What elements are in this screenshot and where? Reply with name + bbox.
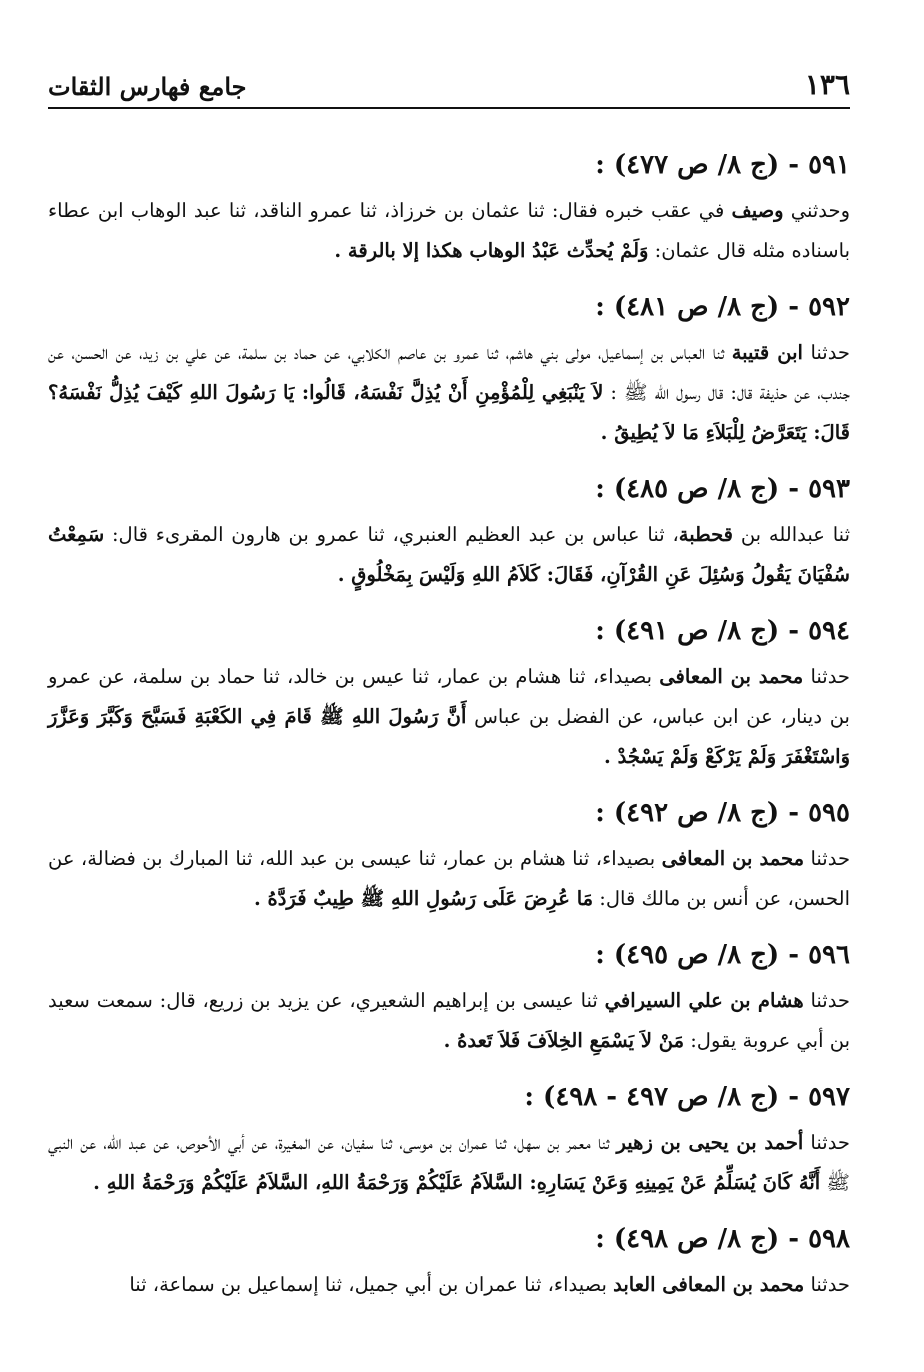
entry-heading: ٥٩١ - (ج ٨/ ص ٤٧٧) :	[595, 150, 850, 180]
text-segment: ثنا العباس بن إسماعيل، مولى بني هاشم، ثنا عمرو بن عاصم الكلابي، عن حماد بن سلمة، عن علي بن زيد، عن الحسن، عن جندب، عن حذيفة قال: قال رسول الله ﷺ :	[48, 341, 851, 404]
text-segment: ثنا معمر بن سهل، ثنا عمران بن موسى، ثنا سفيان، عن المغيرة، عن أبي الأحوص، عن عبد الله، عن النبي ﷺ	[48, 1131, 850, 1194]
entries-list	[48, 145, 850, 1305]
text-segment: ثنا عبدالله بن	[733, 523, 850, 546]
entry-text	[48, 981, 850, 1061]
text-segment: بصيداء، ثنا هشام بن عمار، ثنا عيسى بن عبد الله، ثنا المبارك بن فضالة، عن الحسن، عن أنس بن مالك قال:	[48, 847, 850, 910]
entry-text	[48, 191, 850, 271]
entry-text	[48, 333, 850, 453]
entry-text	[48, 839, 850, 919]
quoted-text: سَمِعْتُ سُفْيَانَ يَقُولُ وَسُئِلَ عَنِ القُرْآنِ، فَقَالَ: كَلاَمُ اللهِ وَلَيْسَ بِمَخْلُوقٍ .	[48, 523, 850, 586]
page-header	[48, 68, 850, 109]
narrator-name: أحمد بن يحيى بن زهير	[616, 1131, 804, 1154]
text-segment: وحدثني	[783, 199, 850, 222]
text-segment: بصيداء، ثنا عمران بن أبي جميل، ثنا إسماعيل بن سماعة، ثنا	[129, 1273, 614, 1296]
text-segment: في عقب خبره فقال: ثنا عثمان بن خرزاذ، ثنا عمرو الناقد، ثنا عبد الوهاب ابن عطاء باسناده مثله قال عثمان:	[48, 199, 850, 262]
entry	[48, 469, 850, 595]
quoted-text: لاَ يَنْبَغِي لِلْمُؤْمِنِ أَنْ يُذِلَّ نَفْسَهُ، قَالُوا: يَا رَسُولَ اللهِ كَيْفَ يُذِلُّ نَفْسَهُ؟ قَالَ: يَتَعَرَّضُ لِلْبَلاَءِ مَا لاَ يُطِيقُ .	[48, 381, 850, 444]
entry-text	[48, 1123, 850, 1203]
text-segment: ثنا عيسى بن إبراهيم الشعيري، عن يزيد بن زريع، قال: سمعت سعيد بن أبي عروبة يقول:	[48, 989, 850, 1052]
entry-text	[48, 657, 850, 777]
entry-text	[48, 1265, 850, 1305]
entry-heading: ٥٩٤ - (ج ٨/ ص ٤٩١) :	[595, 616, 850, 646]
text-segment: حدثنا	[803, 989, 850, 1012]
running-title: جامع فهارس الثقات	[48, 72, 247, 101]
narrator-name: محمد بن المعافى	[659, 665, 804, 688]
entry-heading: ٥٩٦ - (ج ٨/ ص ٤٩٥) :	[595, 940, 850, 970]
entry-text	[48, 515, 850, 595]
entry	[48, 1077, 850, 1203]
quoted-text: وَلَمْ يُحدِّث عَبْدُ الوهاب هكذا إلا بالرقة .	[334, 239, 649, 262]
narrator-name: قحطبة	[678, 523, 733, 546]
entry	[48, 287, 850, 453]
quoted-text: أَنَّهُ كَانَ يُسَلِّمُ عَنْ يَمِينِهِ وَعَنْ يَسَارِهِ: السَّلاَمُ عَلَيْكُمْ وَرَحْمَةُ اللهِ، السَّلاَمُ عَلَيْكُمْ وَرَحْمَةُ اللهِ .	[93, 1171, 821, 1194]
narrator-name: ابن قتيبة	[731, 341, 803, 364]
entry-heading: ٥٩٨ - (ج ٨/ ص ٤٩٨) :	[595, 1224, 850, 1254]
entry	[48, 793, 850, 919]
narrator-name: هشام بن علي السيرافي	[604, 989, 804, 1012]
narrator-name: محمد بن المعافى العابد	[613, 1273, 805, 1296]
text-segment: حدثنا	[804, 847, 850, 870]
entry	[48, 611, 850, 777]
entry	[48, 145, 850, 271]
text-segment: حدثنا	[802, 341, 850, 364]
entry-heading: ٥٩٣ - (ج ٨/ ص ٤٨٥) :	[595, 474, 850, 504]
quoted-text: مَنْ لاَ يَسْمَعِ الخِلاَفَ فَلاَ تَعدهُ .	[443, 1029, 685, 1052]
text-segment: حدثنا	[804, 1273, 850, 1296]
text-segment: حدثنا	[803, 665, 850, 688]
quoted-text: أَنَّ رَسُولَ اللهِ ﷺ قَامَ فِي الكَعْبَةِ فَسَبَّحَ وَكَبَّرَ وَعَزَّرَ وَاسْتَغْفَرَ وَلَمْ يَرْكَعْ وَلَمْ يَسْجُدْ .	[48, 705, 850, 768]
text-segment: ، ثنا عباس بن عبد العظيم العنبري، ثنا عمرو بن هارون المقرىء قال:	[104, 523, 679, 546]
narrator-name: وصيف	[731, 199, 784, 222]
entry	[48, 1219, 850, 1305]
text-segment: بصيداء، ثنا هشام بن عمار، ثنا عيس بن خالد، ثنا حماد بن سلمة، عن عمرو بن دينار، عن ابن عباس، عن الفضل بن عباس	[48, 665, 850, 728]
entry-heading: ٥٩٢ - (ج ٨/ ص ٤٨١) :	[595, 292, 850, 322]
entry-heading: ٥٩٥ - (ج ٨/ ص ٤٩٢) :	[595, 798, 850, 828]
text-segment: حدثنا	[803, 1131, 850, 1154]
entry	[48, 935, 850, 1061]
narrator-name: محمد بن المعافى	[661, 847, 805, 870]
page-number: ١٣٦	[804, 68, 850, 101]
entry-heading: ٥٩٧ - (ج ٨/ ص ٤٩٧ - ٤٩٨) :	[524, 1082, 850, 1112]
quoted-text: مَا عُرِضَ عَلَى رَسُولِ اللهِ ﷺ طِيبٌ فَرَدَّهُ .	[253, 887, 594, 910]
